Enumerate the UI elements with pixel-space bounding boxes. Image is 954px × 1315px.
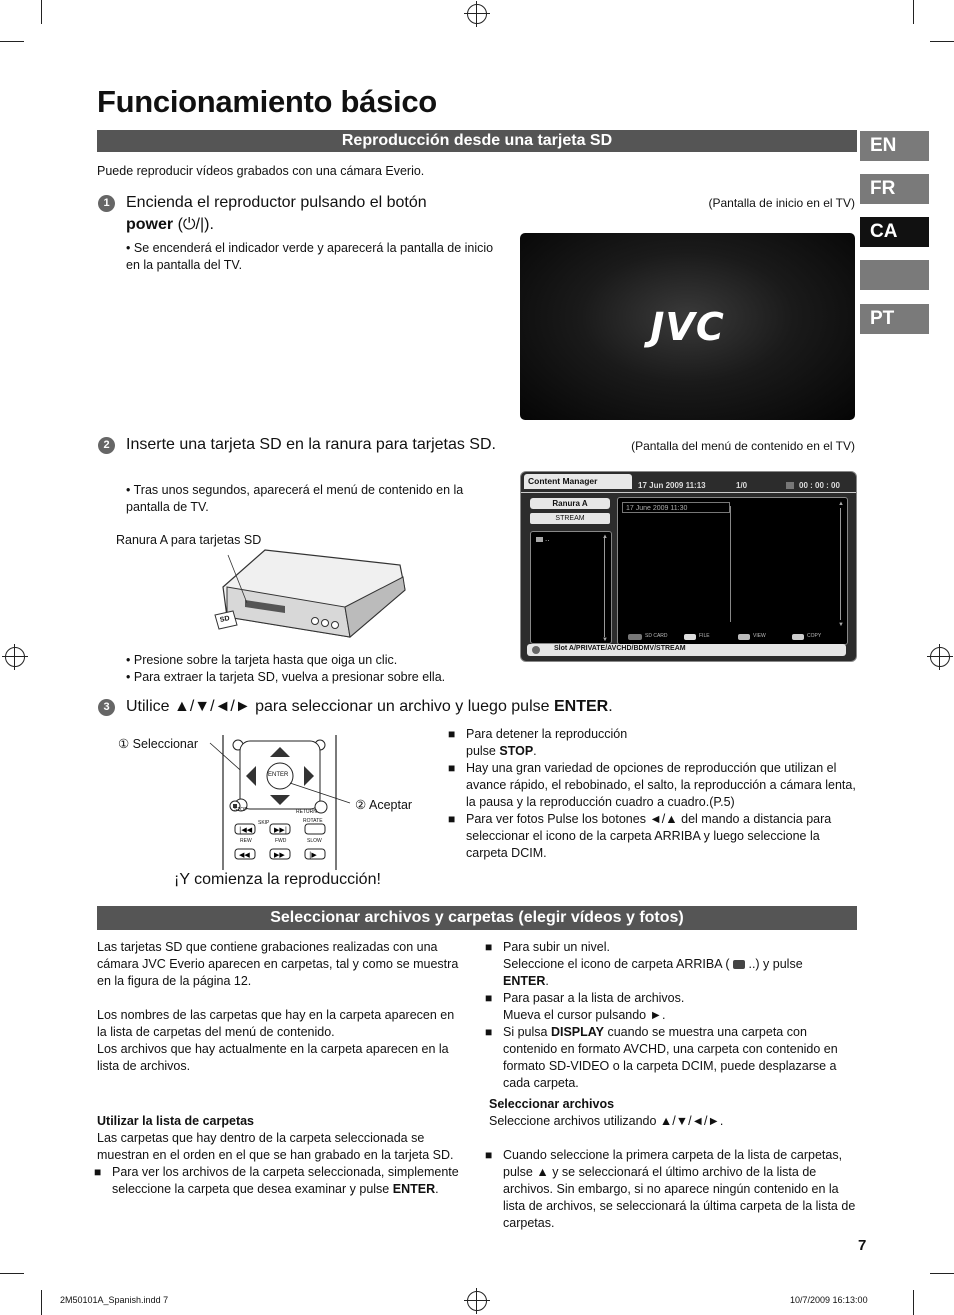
step-number: 1 [98, 195, 115, 212]
section2-right-column [503, 939, 858, 1092]
page-number: 7 [858, 1237, 867, 1254]
crop-mark [41, 1290, 42, 1315]
folder-up-icon [733, 960, 745, 969]
cm-btn-sdcard[interactable]: SD CARD [645, 633, 668, 639]
lang-tab-pt[interactable]: PT [860, 304, 929, 334]
cm-count: 1/0 [736, 481, 748, 490]
cm-btn-file[interactable]: FILE [699, 633, 710, 639]
footer-filename: 2M50101A_Spanish.indd 7 [60, 1295, 169, 1305]
cm-date: 17 Jun 2009 11:13 [638, 481, 706, 490]
section-heading-sd-playback: Reproducción desde una tarjeta SD [97, 130, 857, 152]
svg-text:|▶: |▶ [309, 851, 317, 859]
select-files-block [489, 1096, 859, 1232]
cm-time: 00 : 00 : 00 [799, 481, 840, 490]
footer-timestamp: 10/7/2009 16:13:00 [790, 1295, 868, 1305]
screen-caption-content: (Pantalla del menú de contenido en el TV) [631, 439, 855, 453]
jvc-logo: JVC [650, 305, 725, 349]
step-number: 3 [98, 699, 115, 716]
accept-label: ② Aceptar [355, 798, 413, 812]
sd-card-label: SD [219, 615, 231, 624]
step3-text-c: . [608, 698, 613, 715]
svg-text:▶▶: ▶▶ [274, 851, 285, 859]
cm-file-entry[interactable]: 17 June 2009 11:30 [622, 502, 730, 513]
cm-file-list[interactable]: 17 June 2009 11:30 ▲ ▼ SD CARD FILE VIEW COPY [617, 497, 848, 645]
power-label: power [126, 216, 174, 233]
tv-home-screen [520, 233, 855, 420]
remote-fwd-button[interactable]: FWD [275, 838, 287, 844]
folder-up-icon [536, 537, 543, 542]
lang-tab-blank[interactable] [860, 260, 929, 290]
right-note-up-level: ■ Para subir un nivel. Seleccione el icono de carpeta ARRIBA ( ..) y pulse ENTER. [503, 939, 858, 990]
folder-list-heading: Utilizar la lista de carpetas [97, 1114, 255, 1128]
power-symbol: (⏻/|). [173, 216, 214, 233]
left-note-view-files: ■ Para ver los archivos de la carpeta seleccionada, simplemente seleccione la carpeta que desea examinar y pulse ENTER. [112, 1164, 463, 1198]
cm-btn-view[interactable]: VIEW [753, 633, 766, 639]
remote-rew-button[interactable]: REW [240, 838, 252, 844]
remote-enter-button[interactable]: ENTER [268, 772, 289, 778]
crop-mark [41, 0, 42, 24]
page-title: Funcionamiento básico [97, 84, 437, 119]
right-note-display: ■ Si pulsa DISPLAY cuando se muestra una carpeta con contenido en formato AVCHD, una carpeta con contenido en formato SD-VIDEO o la carpeta DCIM, puede desplazarse a cada carpeta. [503, 1024, 858, 1092]
slot-label: Ranura A para tarjetas SD [116, 533, 262, 547]
step3-text-a: Utilice ▲/▼/◄/► para seleccionar un archivo y luego pulse [126, 698, 554, 715]
remote-skip-button[interactable]: SKIP [258, 820, 270, 826]
registration-mark-icon [5, 647, 25, 667]
section-heading-select-files: Seleccionar archivos y carpetas (elegir vídeos y fotos) [97, 906, 857, 930]
lang-tab-fr[interactable]: FR [860, 174, 929, 204]
remote-stop-button[interactable]: STOP [234, 807, 248, 813]
note-photos: ■ Para ver fotos Pulse los botones ◄/▲ del mando a distancia para seleccionar el icono de la carpeta ARRIBA y luego seleccione la carpeta DCIM. [466, 811, 858, 862]
cm-title: Content Manager [524, 474, 632, 489]
cm-btn-copy[interactable]: COPY [807, 633, 822, 639]
step2-bullet2: • Presione sobre la tarjeta hasta que oiga un clic. [126, 652, 397, 669]
playback-start-text: ¡Y comienza la reproducción! [174, 871, 381, 888]
cm-clock-icon [786, 482, 794, 489]
select-label: ① Seleccionar [118, 737, 198, 751]
svg-text:◀◀: ◀◀ [239, 851, 250, 859]
cm-path-bar [527, 644, 846, 656]
left-paragraph-2b: Los archivos que hay actualmente en la carpeta aparecen en la lista de archivos. [97, 1042, 449, 1073]
crop-mark [0, 1273, 24, 1274]
left-paragraph-3: Las carpetas que hay dentro de la carpeta seleccionada se muestran en el orden en el que se han grabado en la tarjeta SD. [97, 1131, 454, 1162]
intro-text: Puede reproducir vídeos grabados con una cámara Everio. [97, 164, 425, 178]
cm-folder-up: .. [545, 534, 550, 543]
enter-label: ENTER [553, 698, 609, 715]
section2-left-column [97, 939, 463, 1198]
crop-mark [0, 41, 24, 42]
crop-mark [930, 1273, 954, 1274]
screen-caption-home: (Pantalla de inicio en el TV) [708, 196, 855, 210]
cm-folder-scrollbar[interactable] [604, 538, 605, 637]
step3-text [126, 696, 846, 718]
remote-slow-button[interactable]: SLOW [307, 838, 322, 844]
cm-slot-button[interactable]: Ranura A [530, 498, 610, 509]
cm-folder-list[interactable]: .. ▲ ▼ [530, 531, 612, 644]
sd-card-icon [532, 646, 540, 654]
step1-text [126, 192, 506, 236]
left-paragraph-2a: Los nombres de las carpetas que hay en la carpeta aparecen en la lista de carpetas del menú de contenido. [97, 1008, 455, 1039]
select-files-text: Seleccione archivos utilizando ▲/▼/◄/►. [489, 1114, 724, 1128]
note-stop: ■ Para detener la reproducción pulse STOP. [466, 726, 641, 760]
left-paragraph-1: Las tarjetas SD que contiene grabaciones realizadas con una cámara JVC Everio aparecen en carpetas, tal y como se muestra en la figura de la página 12. [97, 940, 459, 988]
lang-tab-ca[interactable]: CA [860, 217, 929, 247]
select-files-heading: Seleccionar archivos [489, 1097, 615, 1111]
step2-text: Inserte una tarjeta SD en la ranura para tarjetas SD. [126, 436, 496, 453]
crop-mark [913, 1290, 914, 1315]
cm-file-scrollbar[interactable] [840, 508, 841, 620]
right-note-first-folder: ■ Cuando seleccione la primera carpeta de la lista de carpetas, pulse ▲ y se seleccionará el último archivo de la lista de archivos. Sin embargo, si no aparece ningún contenido en la lista de archivos, se seleccionará la última carpeta de la lista de carpetas. [503, 1147, 859, 1232]
step1-line1: Encienda el reproductor pulsando el botón [126, 194, 427, 211]
svg-text:▶▶|: ▶▶| [274, 826, 288, 834]
registration-mark-icon [930, 647, 950, 667]
content-manager-screen [520, 471, 857, 662]
note-playback-options: ■ Hay una gran variedad de opciones de reproducción que utilizan el avance rápido, el rebobinado, el salto, la reproducción a cámara lenta, la pausa y la reproducción cuadro a cuadro.(P.5) [466, 760, 858, 811]
step3-notes [466, 726, 858, 862]
svg-text:|◀◀: |◀◀ [239, 826, 253, 834]
step-number: 2 [98, 437, 115, 454]
lang-tab-en[interactable]: EN [860, 131, 929, 161]
step2-bullet: • Tras unos segundos, aparecerá el menú de contenido en la pantalla de TV. [126, 482, 496, 516]
player-device-illustration [205, 545, 415, 645]
step2-bullet3: • Para extraer la tarjeta SD, vuelva a presionar sobre ella. [126, 669, 445, 686]
crop-mark [913, 0, 914, 24]
crop-mark [930, 41, 954, 42]
cm-stream-label[interactable]: STREAM [530, 513, 610, 524]
cm-path: Slot A/PRIVATE/AVCHD/BDMV/STREAM [554, 645, 686, 652]
right-note-file-list: ■ Para pasar a la lista de archivos. Mueva el cursor pulsando ►. [503, 990, 858, 1024]
registration-mark-icon [467, 4, 487, 24]
step1-bullet: • Se encenderá el indicador verde y aparecerá la pantalla de inicio en la pantalla del TV. [126, 240, 496, 274]
remote-return-button[interactable]: RETURN [296, 809, 317, 815]
registration-mark-icon [467, 1291, 487, 1311]
remote-control-illustration [200, 735, 370, 870]
remote-rotate-button[interactable]: ROTATE [303, 818, 323, 824]
